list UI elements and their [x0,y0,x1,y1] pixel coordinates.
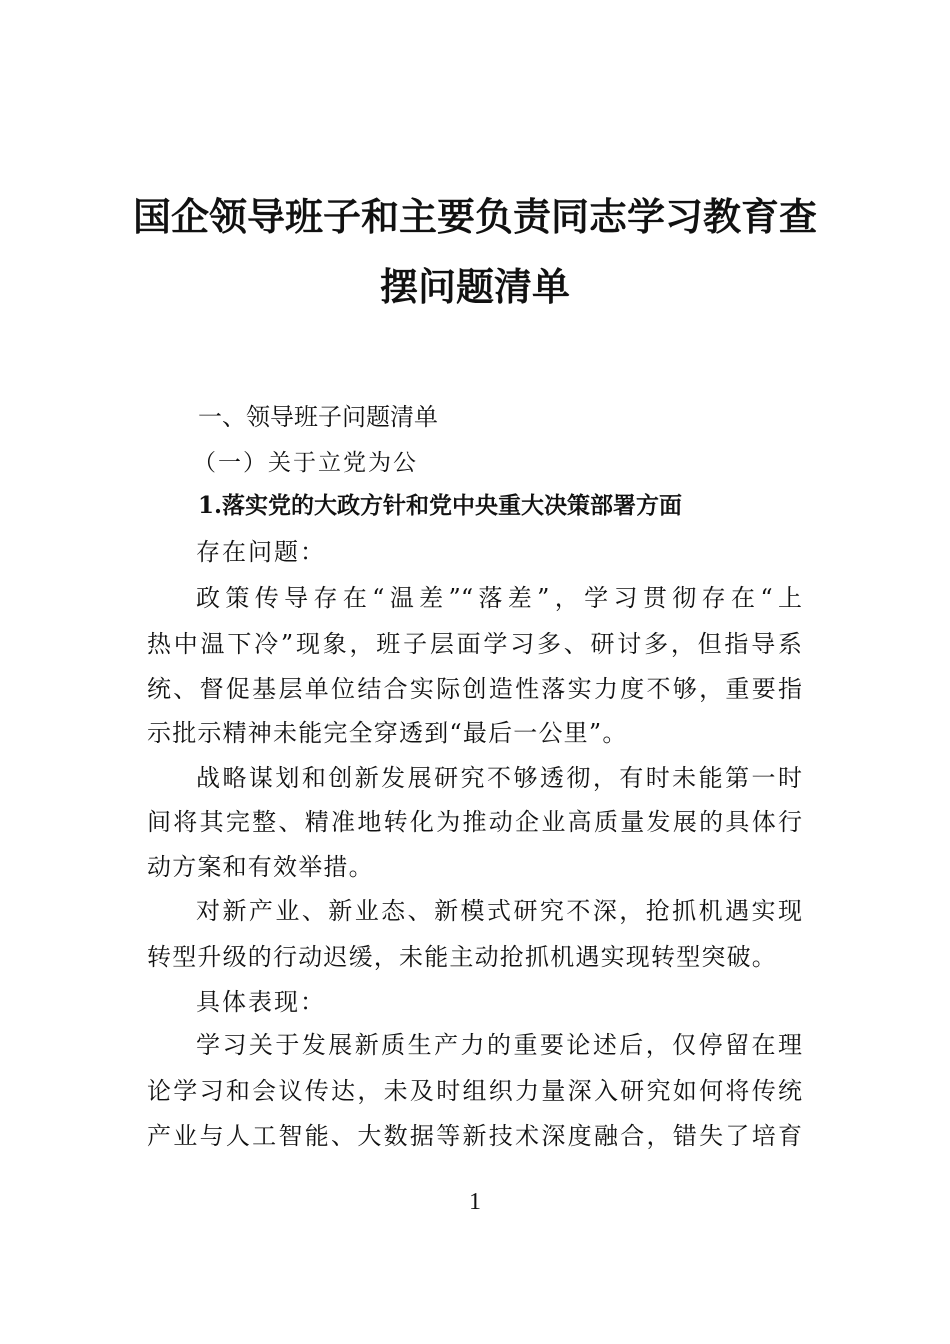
paragraph-3-line-2: 转型升级的行动迟缓，未能主动抢抓机遇实现转型突破。 [147,943,777,971]
paragraph-2-line-2: 间将其完整、精准地转化为推动企业高质量发展的具体行 [147,808,802,836]
page-number: 1 [469,1189,481,1215]
paragraph-4-line-2: 论学习和会议传达，未及时组织力量深入研究如何将传统 [147,1077,802,1105]
paragraph-1-line-3: 统、督促基层单位结合实际创造性落实力度不够，重要指 [147,675,802,703]
paragraph-3-line-1: 对新产业、新业态、新模式研究不深，抢抓机遇实现 [196,897,802,925]
paragraph-4-line-1: 学习关于发展新质生产力的重要论述后，仅停留在理 [196,1031,802,1059]
paragraph-1-line-2: 热中温下冷”现象，班子层面学习多、研讨多，但指导系 [147,630,802,658]
section-heading: 一、领导班子问题清单 [198,403,438,431]
document-title-line-1: 国企领导班子和主要负责同志学习教育查 [132,194,817,239]
problems-label: 存在问题： [196,538,326,566]
paragraph-4-line-3: 产业与人工智能、大数据等新技术深度融合，错失了培育 [147,1122,802,1150]
subsection-heading: （一）关于立党为公 [193,450,418,476]
paragraph-2-line-3: 动方案和有效举措。 [147,853,374,881]
paragraph-2-line-1: 战略谋划和创新发展研究不够透彻，有时未能第一时 [196,764,802,792]
document-title-line-2: 摆问题清单 [379,264,570,309]
paragraph-1-line-1: 政策传导存在“温差”“落差”，学习贯彻存在“上 [196,584,802,612]
item-heading: 1.落实党的大政方针和党中央重大决策部署方面 [198,492,683,519]
manifestation-label: 具体表现： [196,988,326,1016]
paragraph-1-line-4: 示批示精神未能完全穿透到“最后一公里”。 [147,719,628,747]
